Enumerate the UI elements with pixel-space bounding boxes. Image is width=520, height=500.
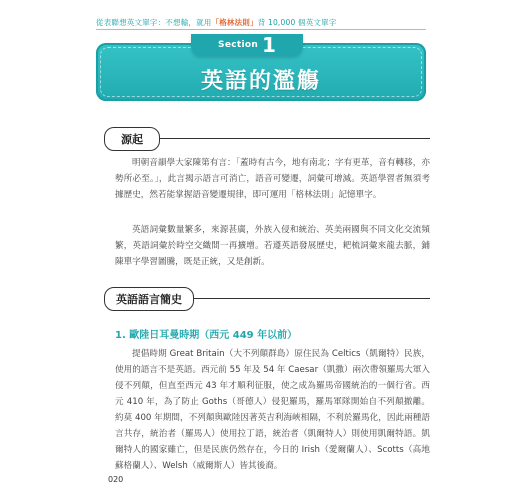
running-header [96, 17, 436, 28]
history-heading-rule [170, 298, 430, 299]
origin-heading-rule [118, 138, 430, 139]
chapter-title: 英語的濫觴 [200, 69, 321, 94]
running-header-suffix: 背 10,000 個英文單字 [257, 18, 337, 27]
history-paragraph: 提倡時期 Great Britain（大不列顛群島）原住民為 Celtics（凱爾特）民族，使用的語言不是英語。西元前 55 年及 54 年 Caesar（凱撒）兩次帶領羅馬大軍入侵不列顛，但直至西元 43 年才順利征服，使之成為羅馬帝國統治的一個行省。西元 410 年，為了防止 Goths（哥德人）侵犯羅馬，羅馬軍隊開始自不列顛撤離。約莫 400 年期間，不列顛與歐陸因著英吉利海峽相隔，不利於羅馬化，因此兩種語言共存，統治者（羅馬人）使用拉丁語，統治者（凱爾特人）則使用凱爾特語。凱爾特人的國家雖亡，但是民族仍然存在，今日的 Irish（愛爾蘭人）、Scotts（高地蘇格蘭人）、Welsh（威爾斯人）皆其後裔。 [115, 349, 430, 471]
section-tab [191, 34, 303, 56]
origin-paragraph-1: 明朝音韻學大家陳第有言：「蓋時有古今，地有南北；字有更革，音有轉移，亦勢所必至。」，此言揭示語言可消亡，語音可變遷，詞彙可增減。英語學習者無須考據歷史，然若能掌握語音變遷規律，即可運用「格林法則」記憶單字。 [115, 158, 430, 200]
sub-heading-number: 1. [115, 330, 126, 341]
running-header-highlight: 「格林法則」 [211, 18, 258, 27]
history-heading: 英語語言簡史 [104, 287, 194, 311]
header-rule [96, 29, 426, 30]
running-header-prefix: 從表聯想英文單字：不想輸，就用 [96, 18, 212, 27]
section-number: 1 [262, 33, 276, 57]
origin-paragraph-2: 英語詞彙數量繁多，來源甚廣，外族入侵和統治、英美兩國與不同文化交流頻繁，英語詞彙於時空交織間一再擴增。若遵英語發展歷史，耙梳詞彙來龍去脈，鋪陳單字學習圖騰，既是正統，又是創新。 [115, 225, 430, 267]
sub-heading-text: 歐陸日耳曼時期（西元 449 年以前） [129, 330, 298, 341]
sub-heading [115, 326, 297, 341]
section-label: Section [218, 40, 259, 50]
page-number: 020 [108, 475, 124, 484]
origin-heading: 源起 [104, 127, 160, 151]
